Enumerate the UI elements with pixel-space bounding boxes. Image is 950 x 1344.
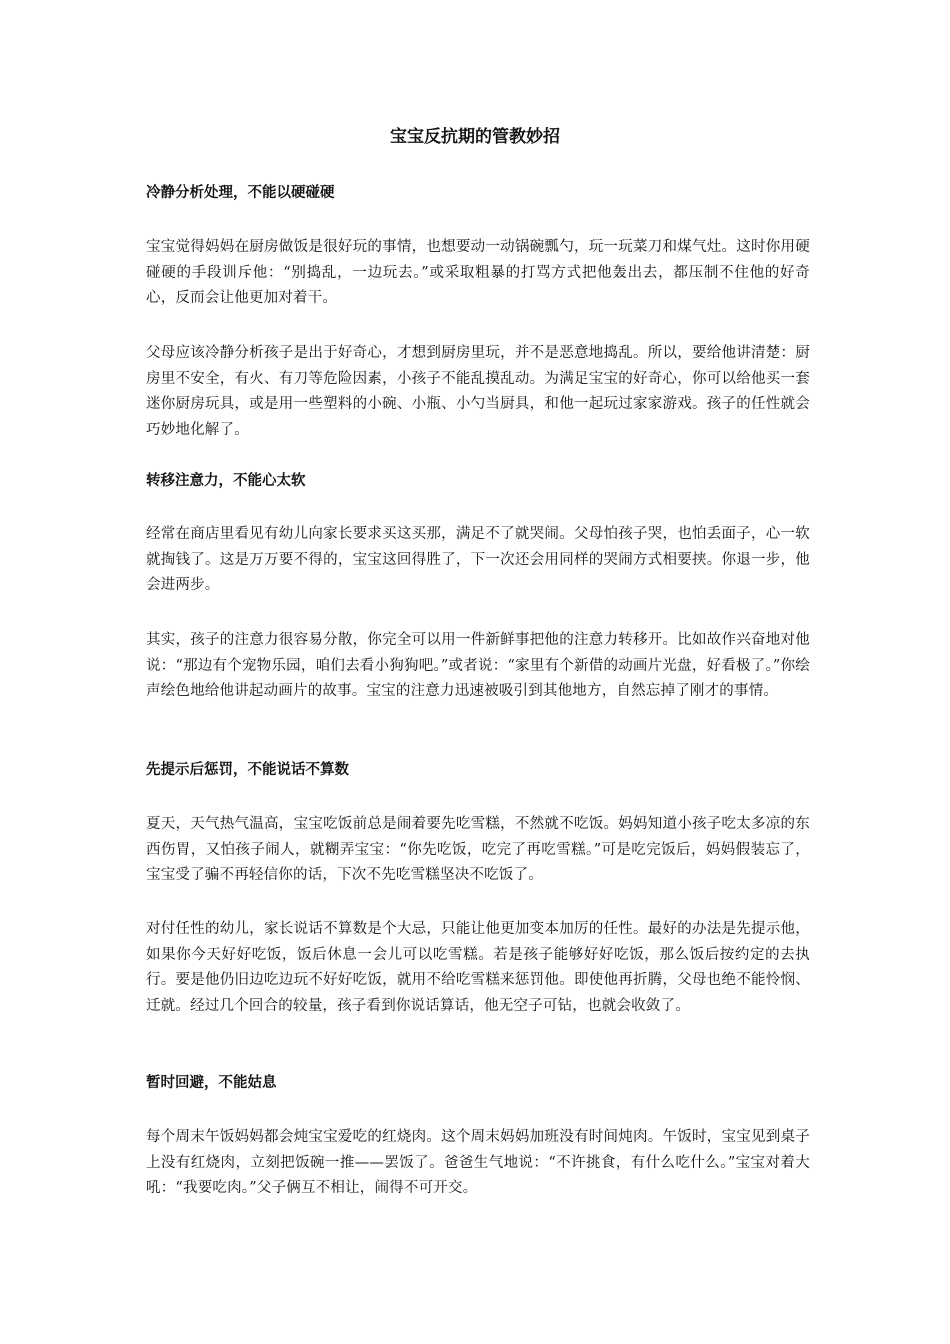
section-heading-4: 暂时回避，不能姑息: [146, 1075, 277, 1091]
section-2-paragraph-1: 经常在商店里看见有幼儿向家长要求买这买那，满足不了就哭闹。父母怕孩子哭，也怕丢面子，心一软就掏钱了。这是万万要不得的，宝宝这回得胜了，下一次还会用同样的哭闹方式相要挟。你退一步，他会进两步。: [146, 526, 810, 593]
section-heading-1: 冷静分析处理，不能以硬碰硬: [146, 185, 335, 201]
section-1-paragraph-2: 父母应该冷静分析孩子是出于好奇心，才想到厨房里玩，并不是恶意地捣乱。所以，要给他讲清楚：厨房里不安全，有火、有刀等危险因素，小孩子不能乱摸乱动。为满足宝宝的好奇心，你可以给他买一套迷你厨房玩具，或是用一些塑料的小碗、小瓶、小勺当厨具，和他一起玩过家家游戏。孩子的任性就会巧妙地化解了。: [146, 345, 810, 438]
section-3-paragraph-2: 对付任性的幼儿，家长说话不算数是个大忌，只能让他更加变本加厉的任性。最好的办法是先提示他，如果你今天好好吃饭，饭后休息一会儿可以吃雪糕。若是孩子能够好好吃饭，那么饭后按约定的去执行。要是他仍旧边吃边玩不好好吃饭，就用不给吃雪糕来惩罚他。即使他再折腾，父母也绝不能怜悯、迁就。经过几个回合的较量，孩子看到你说话算话，他无空子可钻，也就会收敛了。: [146, 921, 810, 1014]
document-title: 宝宝反抗期的管教妙招: [390, 127, 560, 147]
section-4-paragraph-1: 每个周末午饭妈妈都会炖宝宝爱吃的红烧肉。这个周末妈妈加班没有时间炖肉。午饭时，宝宝见到桌子上没有红烧肉，立刻把饭碗一推——罢饭了。爸爸生气地说：“不许挑食，有什么吃什么。”宝宝对着大吼：“我要吃肉。”父子俩互不相让，闹得不可开交。: [146, 1129, 810, 1196]
section-1-paragraph-1: 宝宝觉得妈妈在厨房做饭是很好玩的事情，也想要动一动锅碗瓢勺，玩一玩菜刀和煤气灶。这时你用硬碰硬的手段训斥他：“别捣乱，一边玩去。”或采取粗暴的打骂方式把他轰出去，都压制不住他的好奇心，反而会让他更加对着干。: [146, 239, 810, 306]
section-3-paragraph-1: 夏天，天气热气温高，宝宝吃饭前总是闹着要先吃雪糕，不然就不吃饭。妈妈知道小孩子吃太多凉的东西伤胃，又怕孩子闹人，就糊弄宝宝：“你先吃饭，吃完了再吃雪糕。”可是吃完饭后，妈妈假装忘了，宝宝受了骗不再轻信你的话，下次不先吃雪糕坚决不吃饭了。: [146, 816, 810, 883]
section-heading-2: 转移注意力，不能心太软: [146, 473, 306, 489]
section-2-paragraph-2: 其实，孩子的注意力很容易分散，你完全可以用一件新鲜事把他的注意力转移开。比如故作兴奋地对他说：“那边有个宠物乐园，咱们去看小狗狗吧。”或者说：“家里有个新借的动画片光盘，好看极了。”你绘声绘色地给他讲起动画片的故事。宝宝的注意力迅速被吸引到其他地方，自然忘掉了刚才的事情。: [146, 632, 810, 699]
section-heading-3: 先提示后惩罚，不能说话不算数: [146, 762, 349, 778]
